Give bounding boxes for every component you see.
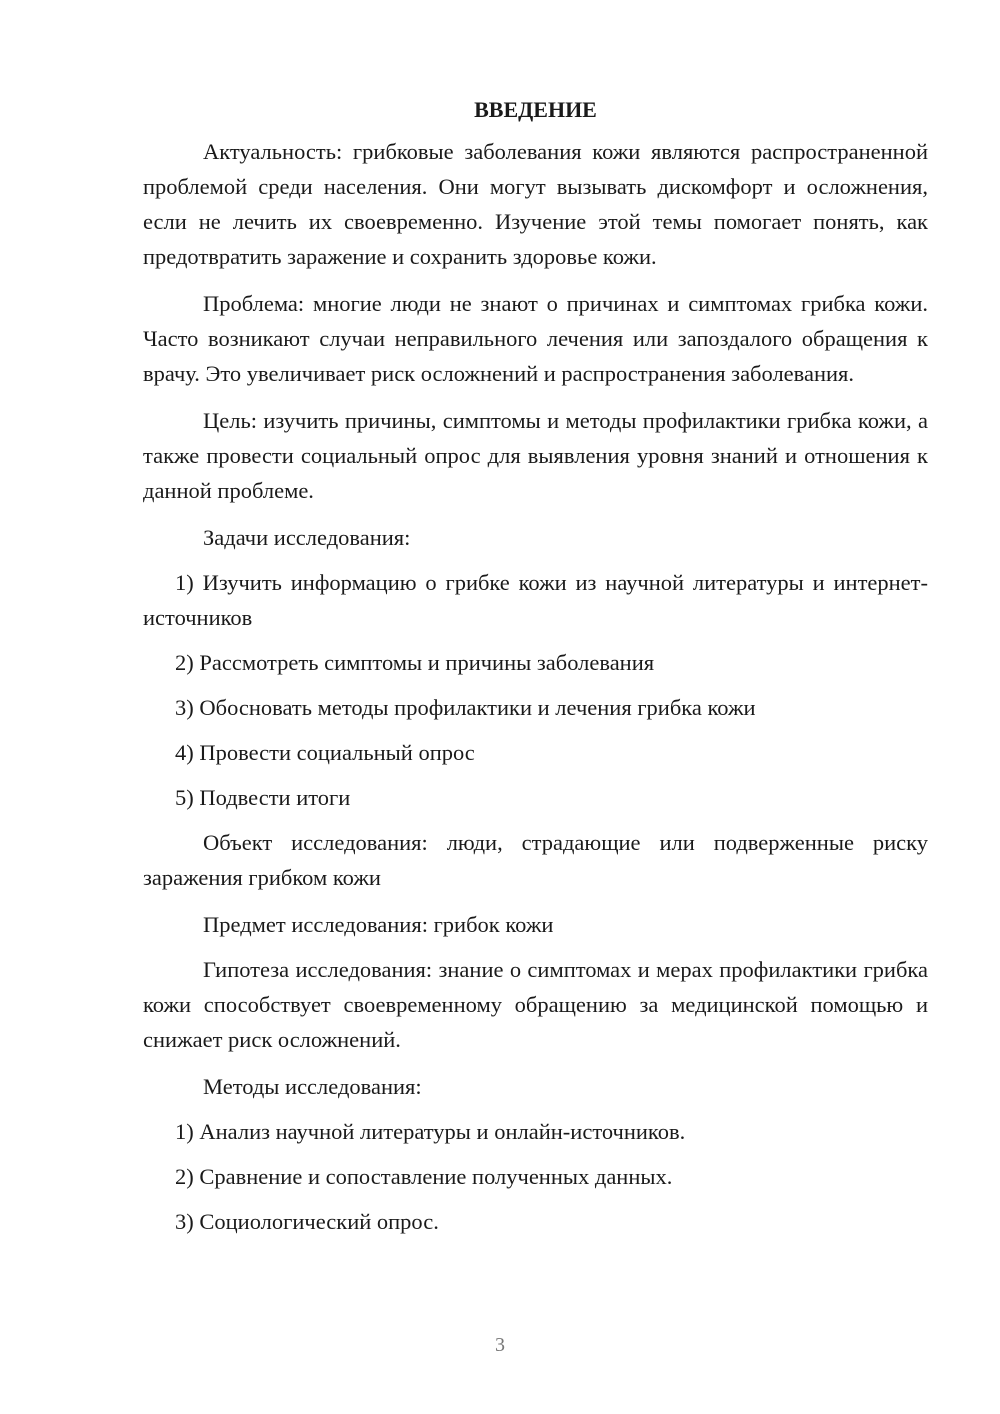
method-item: 3) Социологический опрос. [175, 1209, 439, 1234]
goal-paragraph: Цель: изучить причины, симптомы и методы профилактики грибка кожи, а также провести социальный опрос для выявления уровня знаний и отношения к данной проблеме. [143, 408, 928, 503]
object-paragraph: Объект исследования: люди, страдающие или подверженные риску заражения грибком кожи [143, 830, 928, 890]
tasks-heading: Задачи исследования: [203, 525, 411, 550]
relevance-paragraph: Актуальность: грибковые заболевания кожи являются распространенной проблемой среди населения. Они могут вызывать дискомфорт и осложнения, если не лечить их своевременно. Изучение этой темы помогает понять, как предотвратить заражение и сохранить здоровье кожи. [143, 139, 928, 269]
page-title: ВВЕДЕНИЕ [474, 97, 597, 122]
task-item: 4) Провести социальный опрос [175, 740, 475, 765]
problem-paragraph: Проблема: многие люди не знают о причинах и симптомах грибка кожи. Часто возникают случаи неправильного лечения или запоздалого обращения к врачу. Это увеличивает риск осложнений и распространения заболевания. [143, 291, 928, 386]
task-item: 2) Рассмотреть симптомы и причины заболевания [175, 650, 655, 675]
method-item: 1) Анализ научной литературы и онлайн-источников. [175, 1119, 686, 1144]
page-number: 3 [495, 1334, 505, 1356]
subject-paragraph: Предмет исследования: грибок кожи [203, 912, 554, 937]
task-item: 3) Обосновать методы профилактики и лечения грибка кожи [175, 695, 756, 720]
task-item: 1) Изучить информацию о грибке кожи из научной литературы и интернет-источников [143, 570, 928, 630]
methods-heading: Методы исследования: [203, 1074, 422, 1099]
document-page [143, 92, 928, 1249]
hypothesis-paragraph: Гипотеза исследования: знание о симптомах и мерах профилактики грибка кожи способствует своевременному обращению за медицинской помощью и снижает риск осложнений. [143, 957, 928, 1052]
method-item: 2) Сравнение и сопоставление полученных данных. [175, 1164, 673, 1189]
task-item: 5) Подвести итоги [175, 785, 351, 810]
